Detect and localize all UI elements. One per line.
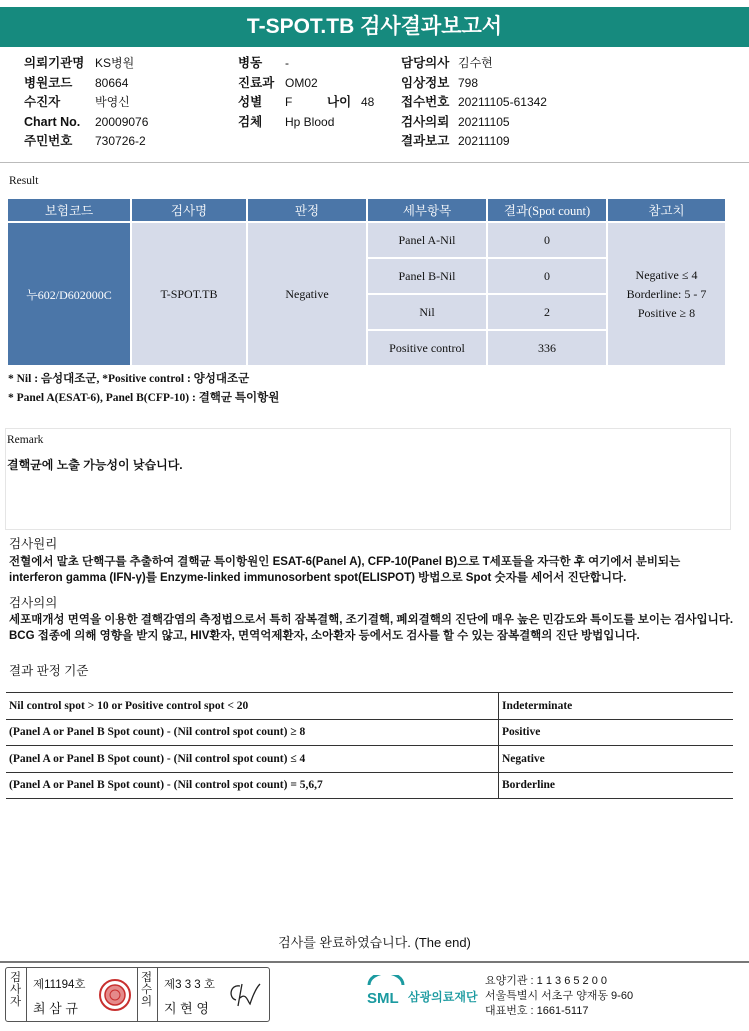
principle-label: 검사원리: [9, 537, 58, 551]
divider: [0, 162, 749, 163]
info-row-ward: [238, 54, 374, 74]
info-value: F: [285, 95, 293, 109]
info-label: 검체: [238, 114, 263, 129]
test-name-cell: T-SPOT.TB: [132, 223, 246, 365]
criteria-result: Indeterminate: [499, 693, 734, 720]
result-table: [6, 197, 727, 367]
detail-value-cell: 0: [488, 223, 606, 257]
address-line: 대표번호 : 1661-5117: [485, 1005, 589, 1017]
header-test-name: 검사명: [132, 199, 246, 221]
info-value: Hp Blood: [285, 114, 335, 129]
info-row-request-date: [401, 113, 547, 133]
note-nil: * Nil : 음성대조군, *Positive control : 양성대조군: [8, 373, 250, 385]
info-value: 20009076: [95, 114, 149, 129]
info-row-doctor: [401, 54, 547, 74]
detail-item-cell: Positive control: [368, 331, 486, 365]
info-row-patient: [24, 93, 148, 113]
criteria-condition: (Panel A or Panel B Spot count) - (Nil control spot count) = 5,6,7: [6, 772, 499, 799]
detail-item-cell: Panel B-Nil: [368, 259, 486, 293]
info-value: 20211105-61342: [458, 95, 547, 109]
significance-label: 검사의의: [9, 596, 58, 610]
info-value: OM02: [285, 75, 318, 90]
info-label: 검사의뢰: [401, 114, 450, 129]
info-column-2: [238, 54, 374, 132]
info-value: 박영신: [95, 95, 130, 109]
table-row: [6, 719, 733, 746]
examiner-label-text: 검 사 자: [9, 972, 22, 1008]
footer-divider: [0, 961, 749, 963]
info-row-chart-no: [24, 113, 148, 133]
info-value: 798: [458, 75, 479, 90]
info-value: KS병원: [95, 56, 135, 70]
remark-label: Remark: [7, 434, 44, 446]
criteria-result: Borderline: [499, 772, 734, 799]
header-detail-item: 세부항목: [368, 199, 486, 221]
separator: [26, 968, 27, 1021]
info-label: 주민번호: [24, 134, 73, 148]
header-judgement: 판정: [248, 199, 366, 221]
info-label: 결과보고: [401, 134, 450, 148]
company-name: 삼광의료재단: [408, 990, 478, 1004]
criteria-label: 결과 판정 기준: [9, 664, 89, 678]
address-line: 요양기관 : 1 1 3 6 5 2 0 0: [485, 975, 608, 987]
report-title: T-SPOT.TB 검사결과보고서: [0, 7, 749, 47]
info-value-age: 48: [361, 95, 375, 109]
info-row-specimen: [238, 113, 374, 133]
table-row: [6, 772, 733, 799]
detail-value-cell: 2: [488, 295, 606, 329]
criteria-result: Negative: [499, 746, 734, 773]
header-insurance-code: 보험코드: [8, 199, 130, 221]
info-label: 진료과: [238, 75, 275, 90]
signature-box: [5, 967, 270, 1022]
table-row: [6, 693, 733, 720]
info-label: 수진자: [24, 95, 61, 109]
insurance-code-cell: 누602/D602000C: [8, 223, 130, 365]
approver-label: [139, 972, 154, 1008]
info-row-clinical-info: [401, 74, 547, 94]
info-label: 병동: [238, 56, 263, 70]
table-row: [8, 223, 725, 257]
note-panel: * Panel A(ESAT-6), Panel B(CFP-10) : 결핵균 특이항원: [8, 392, 280, 404]
detail-item-cell: Panel A-Nil: [368, 223, 486, 257]
significance-text: 세포매개성 면역을 이용한 결핵감염의 측정법으로서 특히 잠복결핵, 조기결핵, 폐외결핵의 진단에 매우 높은 민감도와 특이도를 보이는 검사입니다. BCG 접종에 의해 영향을 받지 않고, HIV환자, 면역억제환자, 소아환자 등에서도 검사를 할 수 있는 잠복결핵의 진단 방법입니다.: [9, 614, 734, 643]
sml-logo: [365, 975, 407, 1012]
end-text: 검사를 완료하였습니다. (The end): [278, 935, 471, 950]
criteria-result: Positive: [499, 719, 734, 746]
info-label: 담당의사: [401, 56, 450, 70]
examiner-seal-icon: [98, 978, 132, 1012]
info-label: 접수번호: [401, 95, 450, 109]
criteria-condition: Nil control spot > 10 or Positive control spot < 20: [6, 693, 499, 720]
info-label: 임상정보: [401, 75, 450, 90]
info-value: 80664: [95, 75, 129, 90]
info-value: 730726-2: [95, 134, 146, 148]
info-value: 20211109: [458, 134, 510, 148]
reference-cell: [608, 223, 725, 365]
info-row-institution: [24, 54, 148, 74]
info-value: 김수현: [458, 56, 493, 70]
criteria-condition: (Panel A or Panel B Spot count) - (Nil control spot count) ≥ 8: [6, 719, 499, 746]
separator: [157, 968, 158, 1021]
info-label: 의뢰기관명: [24, 56, 85, 70]
examiner-label: [8, 972, 23, 1008]
result-label: Result: [9, 175, 39, 187]
reference-positive: Positive ≥ 8: [637, 305, 696, 320]
reference-borderline: Borderline: 5 - 7: [626, 286, 707, 301]
info-row-resident-no: [24, 132, 148, 152]
examiner-number: 제11194호: [33, 979, 86, 991]
info-row-department: [238, 74, 374, 94]
info-label-age: 나이: [327, 95, 352, 109]
judgement-cell: Negative: [248, 223, 366, 365]
table-row: [6, 746, 733, 773]
info-value: -: [285, 56, 289, 70]
criteria-condition: (Panel A or Panel B Spot count) - (Nil control spot count) ≤ 4: [6, 746, 499, 773]
info-row-hospital-code: [24, 74, 148, 94]
detail-value-cell: 336: [488, 331, 606, 365]
criteria-table: [6, 692, 733, 799]
reference-negative: Negative ≤ 4: [635, 267, 698, 282]
separator: [137, 968, 138, 1021]
sml-logo-icon: [365, 975, 407, 1007]
header-result: 결과(Spot count): [488, 199, 606, 221]
remark-box: [5, 428, 731, 530]
info-row-receipt-no: [401, 93, 547, 113]
principle-text: 전혈에서 말초 단핵구를 추출하여 결핵균 특이항원인 ESAT-6(Panel A), CFP-10(Panel B)으로 T세포들을 자극한 후 여기에서 분비되는 interferon gamma (IFN-γ)를 Enzyme-linked immunosorbent spot(ELISPOT) 방법으로 Spot 숫자를 세어서 진단합니다.: [9, 556, 681, 585]
info-value: 20211105: [458, 114, 510, 129]
logo-text: SML: [367, 990, 399, 1007]
info-label: 병원코드: [24, 75, 73, 90]
remark-text: 결핵균에 노출 가능성이 낮습니다.: [7, 458, 183, 472]
approver-signature-icon: [226, 980, 264, 1010]
approver-number: 제3 3 3 호: [164, 979, 215, 991]
info-row-report-date: [401, 132, 547, 152]
header-reference: 참고치: [608, 199, 725, 221]
approver-name: 지 현 영: [164, 1001, 209, 1016]
approver-label-text: 접 수 의: [140, 972, 153, 1008]
info-column-3: [401, 54, 547, 152]
address-line: 서울특별시 서초구 양재동 9-60: [485, 990, 634, 1002]
detail-item-cell: Nil: [368, 295, 486, 329]
info-label: Chart No.: [24, 114, 81, 129]
info-row-sex: [238, 93, 374, 113]
info-column-1: [24, 54, 148, 152]
company-address: [485, 974, 633, 1019]
examiner-name: 최 삼 규: [33, 1001, 78, 1016]
detail-value-cell: 0: [488, 259, 606, 293]
result-header-row: [8, 199, 725, 221]
info-label: 성별: [238, 95, 263, 109]
